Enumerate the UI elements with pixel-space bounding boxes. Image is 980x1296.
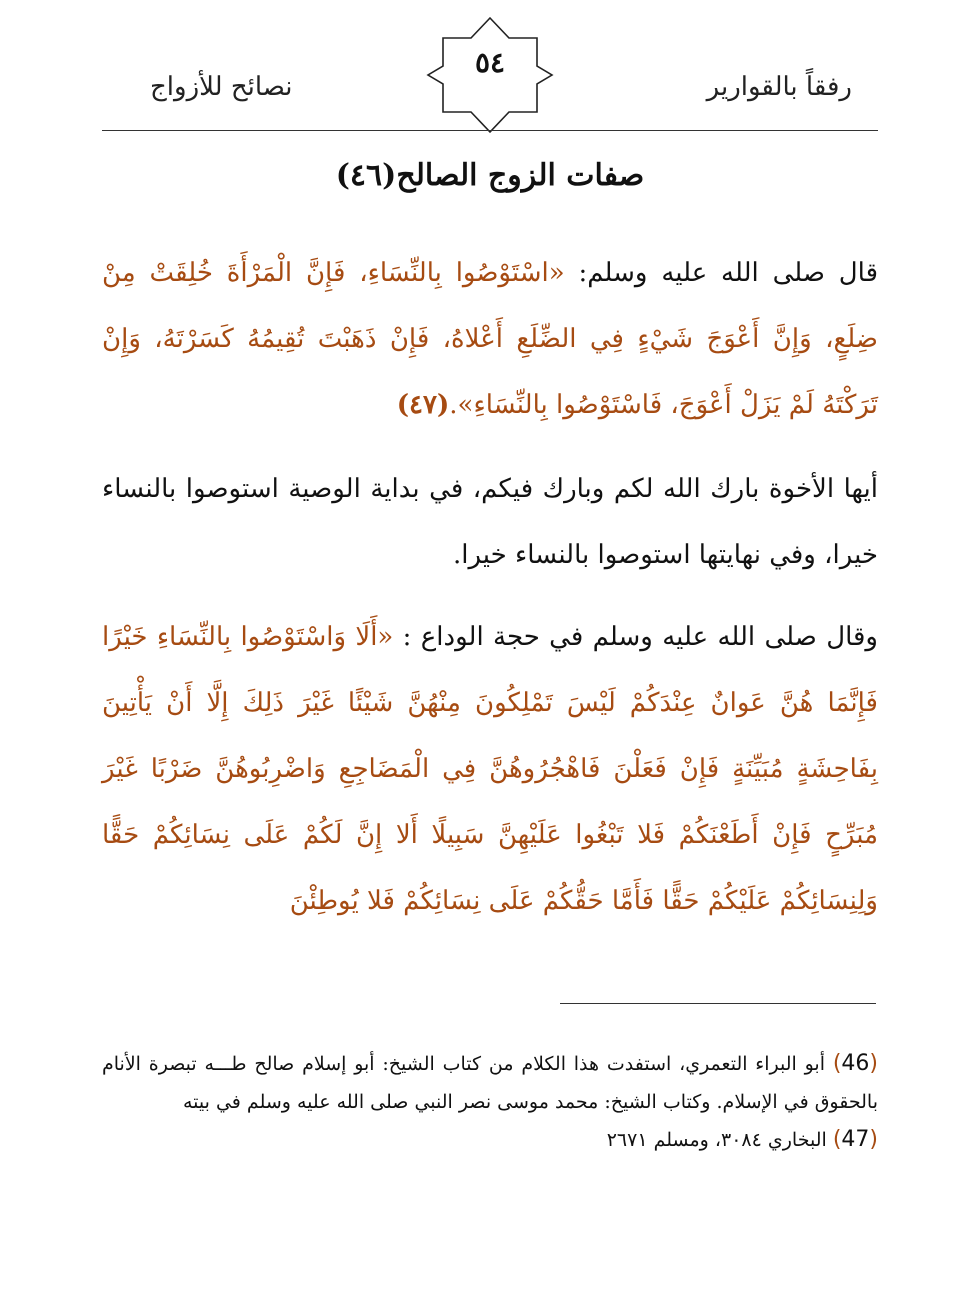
hadith-intro: قال صلى الله عليه وسلم:	[564, 258, 878, 288]
footnotes	[102, 1045, 878, 1159]
running-header-section-title: نصائح للأزواج	[150, 72, 293, 102]
section-title-text: صفات الزوج الصالح	[396, 158, 645, 193]
running-header-book-title: رفقاً بالقوارير	[706, 72, 852, 102]
footnote-text: أبو البراء التعمري، استفدت هذا الكلام من كتاب الشيخ: أبو إسلام صالح طـــه تبصرة الأنام بالحقوق في الإسلام. وكتاب الشيخ: محمد موسى نصر النبي صلى الله عليه وسلم في بيته	[102, 1053, 878, 1113]
section-title	[102, 158, 878, 193]
hadith-quote-2: «أَلَا وَاسْتَوْصُوا بِالنِّسَاءِ خَيْرًا فَإِنَّمَا هُنَّ عَوانٌ عِنْدَكُمْ لَيْسَ تَمْلِكُونَ مِنْهُنَّ شَيْئًا غَيْرَ ذَلِكَ إِلَّا أَنْ يَأْتِينَ بِفَاحِشَةٍ مُبَيِّنَةٍ فَإِنْ فَعَلْنَ فَاهْجُرُوهُنَّ فِي الْمَضَاجِعِ وَاضْرِبُوهُنَّ ضَرْبًا غَيْرَ مُبَرِّحٍ فَإِنْ أَطَعْنَكُمْ فَلا تَبْغُوا عَلَيْهِنَّ سَبِيلًا أَلا إِنَّ لَكُمْ عَلَى نِسَائِكُمْ حَقًّا وَلِنِسَائِكُمْ عَلَيْكُمْ حَقًّا فَأَمَّا حَقُّكُمْ عَلَى نِسَائِكُمْ فَلا يُوطِئْنَ	[102, 622, 878, 916]
paragraph-hadith-2	[102, 604, 878, 934]
footnote-text: البخاري ٣٠٨٤، ومسلم ٢٦٧١	[606, 1129, 833, 1151]
footnote-number: (47)	[832, 1127, 878, 1152]
hadith-intro-2: وقال صلى الله عليه وسلم في حجة الوداع :	[393, 622, 878, 652]
page-number: ٥٤	[474, 46, 506, 79]
footnote-ref-47[interactable]: (٤٧)	[396, 390, 450, 420]
footnote-ref-46[interactable]: (٤٦)	[335, 158, 397, 193]
footnote-47	[102, 1121, 878, 1159]
header-divider	[102, 130, 878, 131]
footnote-46	[102, 1045, 878, 1121]
paragraph-hadith-1	[102, 240, 878, 438]
commentary-text: أيها الأخوة بارك الله لكم وبارك فيكم، في بداية الوصية استوصوا بالنساء خيرا، وفي نهايتها استوصوا بالنساء خيرا.	[102, 474, 878, 570]
paragraph-commentary	[102, 456, 878, 588]
footnote-divider	[560, 1003, 876, 1004]
footnote-number: (46)	[832, 1051, 878, 1076]
hadith-quote: «اسْتَوْصُوا بِالنِّسَاءِ، فَإِنَّ الْمَرْأَةَ خُلِقَتْ مِنْ ضِلَعٍ، وَإِنَّ أَعْوَجَ شَيْءٍ فِي الضِّلَعِ أَعْلاهُ، فَإِنْ ذَهَبْتَ تُقِيمُهُ كَسَرْتَهُ، وَإِنْ تَرَكْتَهُ لَمْ يَزَلْ أَعْوَجَ، فَاسْتَوْصُوا بِالنِّسَاءِ».	[102, 258, 878, 420]
